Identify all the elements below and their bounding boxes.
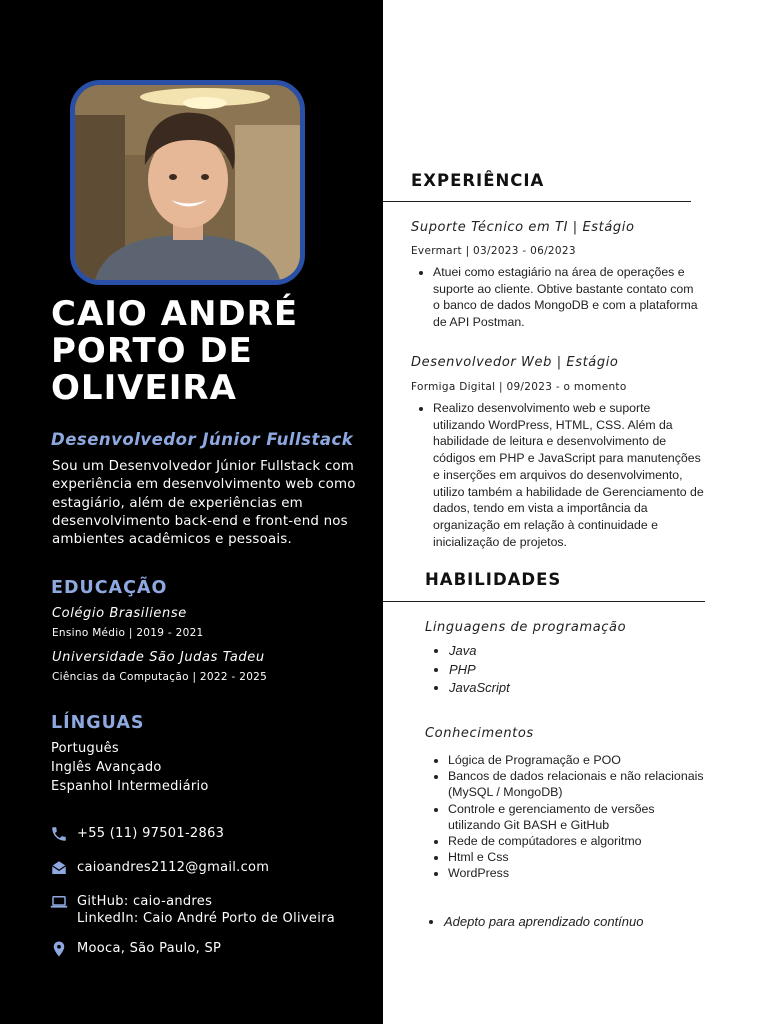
job-bullet: • Atuei como estagiário na área de operações e suporte ao cliente. Obtive bastante contato com o banco de dados MongoDB e com a plataforma de API Postman.: [433, 264, 701, 331]
linkedin-link[interactable]: LinkedIn: Caio André Porto de Oliveira: [77, 911, 336, 926]
education-heading: EDUCAÇÃO: [51, 578, 168, 598]
job-title: Desenvolvedor Web | Estágio: [411, 355, 619, 370]
programming-language-item: • PHP: [449, 661, 510, 680]
job-title: Suporte Técnico em TI | Estágio: [411, 220, 635, 235]
knowledge-item: • Bancos de dados relacionais e não relacionais (MySQL / MongoDB): [448, 768, 706, 800]
experience-divider: [383, 201, 691, 202]
knowledge-item: • Html e Css: [448, 849, 706, 865]
job-bullets: [433, 264, 701, 331]
knowledge-item: • Controle e gerenciamento de versões utilizando Git BASH e GitHub: [448, 801, 706, 833]
profile-photo-image: [75, 85, 300, 280]
contact-phone[interactable]: [50, 825, 224, 843]
languages-heading: LÍNGUAS: [51, 713, 145, 733]
email-icon: [50, 859, 68, 877]
programming-language-item: • JavaScript: [449, 679, 510, 698]
language-item: Inglês Avançado: [51, 760, 162, 775]
job-meta: Evermart | 03/2023 - 06/2023: [411, 245, 576, 257]
language-item: Português: [51, 741, 119, 756]
profile-photo: [70, 80, 305, 285]
full-name-line: CAIO ANDRÉ: [51, 294, 299, 334]
education-detail: Ensino Médio | 2019 - 2021: [52, 627, 204, 639]
sidebar: [0, 0, 383, 1024]
main-column: [383, 0, 768, 1024]
skills-heading: HABILIDADES: [425, 570, 562, 589]
phone-icon: [50, 825, 68, 843]
github-link[interactable]: GitHub: caio-andres: [77, 894, 213, 909]
knowledge-item: • Lógica de Programação e POO: [448, 752, 706, 768]
contact-location: [50, 940, 221, 958]
education-detail: Ciências da Computação | 2022 - 2025: [52, 671, 268, 683]
knowledge-item: • WordPress: [448, 865, 706, 881]
phone-number: +55 (11) 97501-2863: [77, 826, 225, 841]
laptop-icon: [50, 893, 68, 911]
job-bullet: • Realizo desenvolvimento web e suporte utilizando WordPress, HTML, CSS. Além da habilidade de leitura e desenvolvimento de códigos em PHP e JavaScript para manutenções e inserções em arquivos do desenvolvimento, utilizo também a habilidade de Gerenciamento de dados, tendo em vista a importância da organização em relação à continuidade e inicialização de projetos.: [433, 400, 705, 550]
full-name-line: OLIVEIRA: [51, 368, 237, 408]
language-item: Espanhol Intermediário: [51, 779, 209, 794]
knowledge-heading: Conhecimentos: [425, 726, 534, 741]
email-address: caioandres2112@gmail.com: [77, 860, 270, 875]
extra-skill-list: [444, 914, 644, 929]
contact-email[interactable]: [50, 859, 269, 877]
extra-skill-item: • Adepto para aprendizado contínuo: [444, 914, 644, 929]
job-role: Desenvolvedor Júnior Fullstack: [51, 430, 354, 449]
skills-divider: [383, 601, 705, 602]
programming-language-item: • Java: [449, 642, 510, 661]
knowledge-item: • Rede de compútadores e algoritmo: [448, 833, 706, 849]
education-school: Universidade São Judas Tadeu: [52, 650, 265, 665]
location-pin-icon: [50, 940, 68, 958]
job-meta: Formiga Digital | 09/2023 - o momento: [411, 381, 627, 393]
job-bullets: [433, 400, 705, 550]
knowledge-list: [448, 752, 706, 882]
programming-languages-list: [449, 642, 510, 698]
programming-languages-heading: Linguagens de programação: [425, 620, 627, 635]
full-name: [51, 296, 371, 407]
contact-social[interactable]: [50, 893, 335, 927]
profile-summary: Sou um Desenvolvedor Júnior Fullstack com experiência em desenvolvimento web como estagiário, além de experiências em desenvolvimento back-end e front-end nos ambientes acadêmicos e pessoais.: [52, 459, 356, 548]
location-text: Mooca, São Paulo, SP: [77, 941, 222, 956]
experience-heading: EXPERIÊNCIA: [411, 171, 545, 190]
full-name-line: PORTO DE: [51, 331, 253, 371]
education-school: Colégio Brasiliense: [52, 606, 187, 621]
